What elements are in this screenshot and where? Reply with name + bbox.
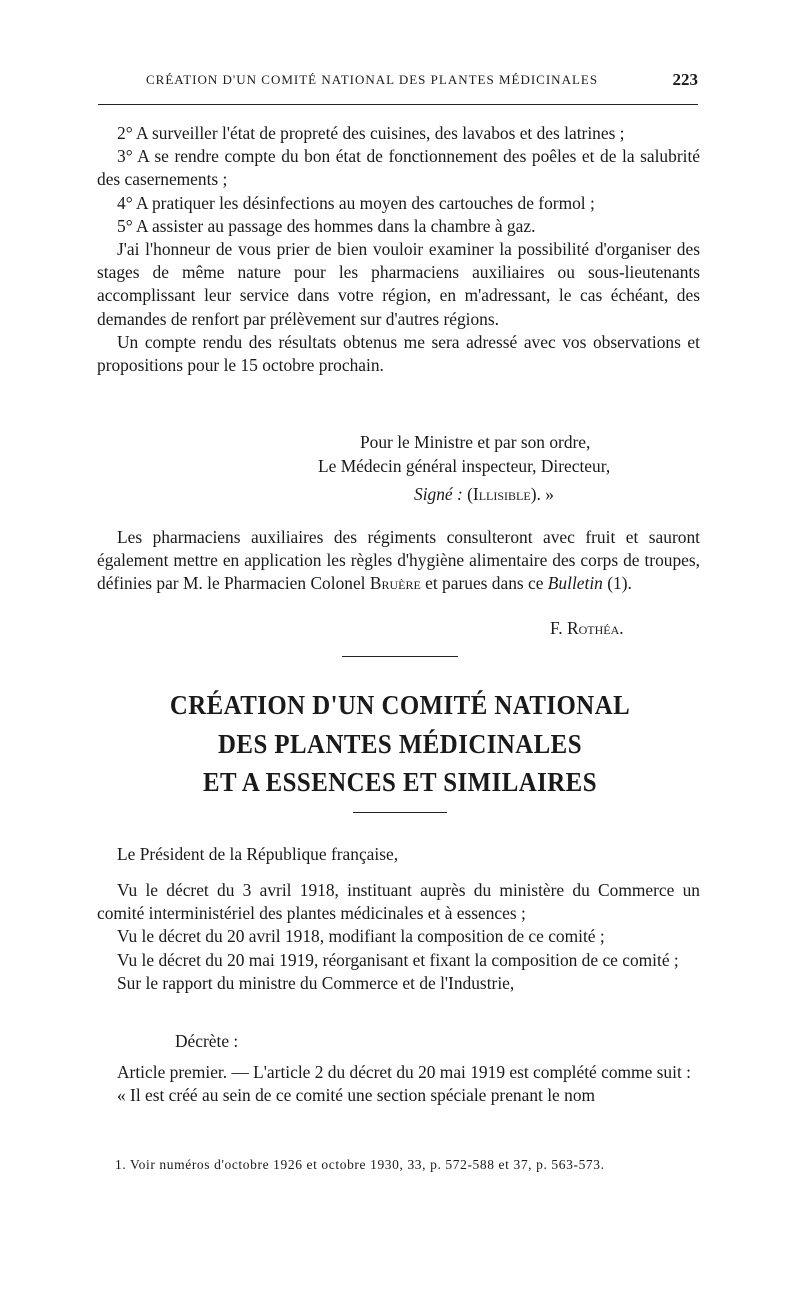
commentary-text-mid: et parues dans ce bbox=[420, 573, 548, 594]
vu-paragraph: Vu le décret du 3 avril 1918, instituant auprès du ministère du Commerce un comité interministériel des plantes médicinales et à essences ; bbox=[97, 880, 700, 924]
article-title-line-1: CRÉATION D'UN COMITÉ NATIONAL bbox=[169, 690, 631, 720]
decree-article bbox=[97, 1061, 700, 1107]
commentary bbox=[97, 526, 700, 596]
footnote: 1. Voir numéros d'octobre 1926 et octobre 1930, 33, p. 572-588 et 37, p. 563-573. bbox=[115, 1157, 605, 1172]
list-item: 2° A surveiller l'état de propreté des cuisines, des lavabos et des latrines ; bbox=[117, 123, 625, 143]
article-premier: Article premier. — L'article 2 du décret du 20 mai 1919 est complété comme suit : bbox=[117, 1062, 691, 1082]
commentary-text: Les pharmaciens auxiliaires des régiments consulteront avec fruit et sauront également mettre en application les règles d'hygiène alimentaire des corps de troupes, définies par M. le Pharmacien Colonel bbox=[97, 527, 700, 594]
running-title: CRÉATION D'UN COMITÉ NATIONAL DES PLANTES MÉDICINALES bbox=[146, 72, 599, 87]
author-signature: F. Rothéa. bbox=[550, 618, 624, 638]
section-divider bbox=[342, 656, 458, 657]
paragraph: Un compte rendu des résultats obtenus me sera adressé avec vos observations et propositions pour le 15 octobre prochain. bbox=[97, 331, 700, 376]
president-line: Le Président de la République française, bbox=[117, 844, 399, 864]
vu-paragraph: Vu le décret du 20 mai 1919, réorganisant et fixant la composition de ce comité ; bbox=[117, 949, 679, 970]
article-title-line-3: ET A ESSENCES ET SIMILAIRES bbox=[203, 767, 597, 797]
decrete-line: Décrète : bbox=[175, 1031, 239, 1051]
person-name: Bruère bbox=[369, 573, 421, 594]
closing-line-2: Le Médecin général inspecteur, Directeur, bbox=[318, 456, 611, 476]
commentary-paragraph bbox=[97, 526, 700, 596]
page-number: 223 bbox=[672, 70, 698, 89]
quote-start: « Il est créé au sein de ce comité une section spéciale prenant le nom bbox=[117, 1085, 596, 1106]
list-item: 5° A assister au passage des hommes dans la chambre à gaz. bbox=[117, 215, 536, 236]
article-title-line-2: DES PLANTES MÉDICINALES bbox=[218, 729, 582, 759]
vu-paragraph: Sur le rapport du ministre du Commerce et de l'Industrie, bbox=[117, 972, 515, 993]
vu-paragraph: Vu le décret du 20 avril 1918, modifiant la composition de ce comité ; bbox=[117, 926, 605, 947]
closing-line-1: Pour le Ministre et par son ordre, bbox=[360, 432, 591, 452]
list-item: 4° A pratiquer les désinfections au moyen des cartouches de formol ; bbox=[117, 192, 595, 213]
footnote-ref: (1). bbox=[607, 573, 632, 594]
letter-body bbox=[97, 122, 700, 377]
signature bbox=[414, 484, 554, 505]
running-head bbox=[98, 70, 698, 94]
signe-value: (Illisible). » bbox=[467, 484, 554, 504]
list-item: 3° A se rendre compte du bon état de fonctionnement des poêles et de la salubrité des casernements ; bbox=[97, 146, 700, 190]
paragraph: J'ai l'honneur de vous prier de bien vouloir examiner la possibilité d'organiser des stages de même nature pour les pharmaciens auxiliaires ou sous-lieutenants accomplissant leur service dans votre région, en m'adressant, le cas échéant, des demandes de renfort par prélèvement sur d'autres régions. bbox=[97, 239, 700, 329]
decree-vu bbox=[97, 879, 700, 995]
decree-president bbox=[97, 843, 700, 866]
header-rule bbox=[98, 104, 698, 105]
journal-name: Bulletin bbox=[547, 573, 603, 594]
title-divider bbox=[353, 812, 447, 813]
signe-label: Signé : bbox=[414, 484, 463, 504]
